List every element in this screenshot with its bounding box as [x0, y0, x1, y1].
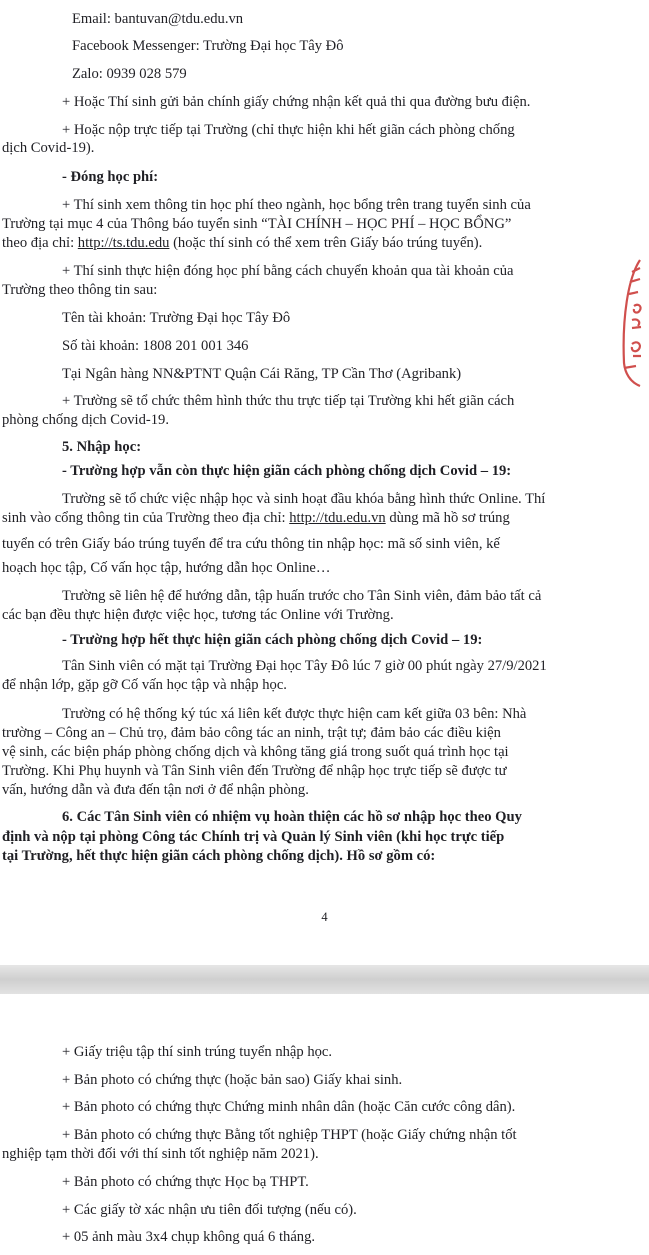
- line-text: Facebook Messenger: Trường Đại học Tây Đô: [72, 38, 344, 54]
- line-text: tuyển có trên Giấy báo trúng tuyển để tra cứu thông tin nhập học: mã số sinh viên, kế: [2, 536, 500, 552]
- page1-text-line: [62, 631, 482, 649]
- line-text: Tân Sinh viên có mặt tại Trường Đại học Tây Đô lúc 7 giờ 00 phút ngày 27/9/2021: [62, 658, 547, 674]
- line-text: + Thí sinh xem thông tin học phí theo ngành, học bổng trên trang tuyển sinh của: [62, 197, 531, 213]
- line-text: + Trường sẽ tổ chức thêm hình thức thu trực tiếp tại Trường khi hết giãn cách: [62, 393, 515, 409]
- page1-text-line: [2, 139, 94, 157]
- page1-text-line: [2, 762, 507, 780]
- line-text: Trường có hệ thống ký túc xá liên kết được thực hiện cam kết giữa 03 bên: Nhà: [62, 706, 527, 722]
- page2-text-line: [62, 1071, 402, 1089]
- line-text: Zalo: 0939 028 579: [72, 66, 187, 82]
- line-text: + Thí sinh thực hiện đóng học phí bằng cách chuyển khoản qua tài khoản của: [62, 263, 514, 279]
- page1-text-line: [2, 781, 309, 799]
- line-text: Trường sẽ liên hệ để hướng dẫn, tập huấn trước cho Tân Sinh viên, đảm bảo tất cả: [62, 588, 542, 604]
- line-text: Trường sẽ tổ chức việc nhập học và sinh hoạt đầu khóa bằng hình thức Online. Thí: [62, 491, 546, 507]
- page1-text-line: [62, 365, 461, 383]
- page2-text-line: [62, 1173, 309, 1191]
- line-text: - Đóng học phí:: [62, 169, 159, 185]
- page1-text-line: [62, 121, 515, 139]
- line-text: Tại Ngân hàng NN&PTNT Quận Cái Răng, TP Cần Thơ (Agribank): [62, 366, 462, 382]
- page1-text-line: [2, 281, 157, 299]
- line-text: + Các giấy tờ xác nhận ưu tiên đối tượng (nếu có).: [62, 1202, 357, 1218]
- page2-text-line: [62, 1043, 332, 1061]
- page2-text-line: [62, 1126, 517, 1144]
- line-text: + Bản photo có chứng thực Chứng minh nhân dân (hoặc Căn cước công dân).: [62, 1099, 516, 1115]
- page1-text-line: [62, 309, 290, 327]
- page1-text-line: [2, 828, 504, 846]
- line-text: vệ sinh, các biện pháp phòng chống dịch và không tăng giá trong suốt quá trình học tại: [2, 744, 509, 760]
- line-text: trường – Công an – Chủ trọ, đảm bảo công tác an ninh, trật tự; đảm bảo các điều kiện: [2, 725, 501, 741]
- line-text: Số tài khoản: 1808 201 001 346: [62, 338, 249, 354]
- page1-text-line: [62, 490, 545, 508]
- line-text: + Bản photo có chứng thực Bằng tốt nghiệp THPT (hoặc Giấy chứng nhận tốt: [62, 1127, 517, 1143]
- page1-text-line: [62, 657, 547, 675]
- page1-text-line: [62, 808, 522, 826]
- line-text: Trường theo thông tin sau:: [2, 282, 158, 298]
- page1-text-line: [2, 724, 501, 742]
- page2-text-line: [62, 1098, 515, 1116]
- line-text: Tên tài khoản: Trường Đại học Tây Đô: [62, 310, 291, 326]
- line-text: + Hoặc Thí sinh gửi bản chính giấy chứng nhận kết quả thi qua đường bưu điện.: [62, 94, 531, 110]
- line-text: dịch Covid-19).: [2, 140, 95, 156]
- page1-text-line: [2, 509, 510, 527]
- page1-text-line: [62, 337, 248, 355]
- page1-text-line: [2, 606, 394, 624]
- line-text: + Giấy triệu tập thí sinh trúng tuyển nhập học.: [62, 1044, 333, 1060]
- page1-text-line: [62, 196, 531, 214]
- red-stamp-fragment-icon: [610, 258, 649, 388]
- line-text: định và nộp tại phòng Công tác Chính trị và Quản lý Sinh viên (khi học trực tiếp: [2, 829, 505, 845]
- page1-text-line: [2, 847, 435, 865]
- line-text-continued: dùng mã hồ sơ trúng: [385, 510, 510, 526]
- page1-text-line: [62, 462, 511, 480]
- page1-text-line: [2, 676, 287, 694]
- line-text-continued: (hoặc thí sinh có thể xem trên Giấy báo trúng tuyển).: [169, 235, 483, 251]
- line-text: Trường. Khi Phụ huynh và Tân Sinh viên đến Trường để nhập học trực tiếp sẽ được tư: [2, 763, 507, 779]
- line-text: + Bản photo có chứng thực (hoặc bản sao) Giấy khai sinh.: [62, 1072, 403, 1088]
- page1-text-line: [62, 168, 158, 186]
- page1-text-line: [2, 234, 482, 252]
- page1-text-line: [2, 559, 331, 577]
- url-link[interactable]: http://tdu.edu.vn: [289, 510, 386, 526]
- page1-text-line: [62, 392, 514, 410]
- page2-text-line: [62, 1228, 315, 1246]
- page1-text-line: [72, 10, 243, 28]
- line-text: - Trường hợp vẫn còn thực hiện giãn cách phòng chống dịch Covid – 19:: [62, 463, 512, 479]
- page1-text-line: [72, 37, 344, 55]
- page-number: 4: [321, 910, 328, 924]
- page1-text-line: [72, 65, 187, 83]
- page1-text-line: [2, 215, 511, 233]
- page1-text-line: [62, 438, 141, 456]
- line-text: 6. Các Tân Sinh viên có nhiệm vụ hoàn thiện các hồ sơ nhập học theo Quy: [62, 809, 522, 825]
- line-text: vấn, hướng dẫn và đưa đến tận nơi ở để nhận phòng.: [2, 782, 309, 798]
- line-text: sinh vào cổng thông tin của Trường theo địa chỉ:: [2, 510, 290, 526]
- line-text: tại Trường, hết thực hiện giãn cách phòng chống dịch). Hồ sơ gồm có:: [2, 848, 436, 864]
- line-text: các bạn đều thực hiện được việc học, tương tác Online với Trường.: [2, 607, 394, 623]
- page1-text-line: [62, 262, 514, 280]
- line-text: để nhận lớp, gặp gỡ Cố vấn học tập và nhập học.: [2, 677, 287, 693]
- page1-text-line: [62, 93, 530, 111]
- line-text: 5. Nhập học:: [62, 439, 142, 455]
- url-link[interactable]: http://ts.tdu.edu: [77, 235, 170, 251]
- line-text: nghiệp tạm thời đối với thí sinh tốt nghiệp năm 2021).: [2, 1146, 319, 1162]
- page1-text-line: [62, 705, 526, 723]
- page-gap: [0, 965, 649, 994]
- line-text: + Hoặc nộp trực tiếp tại Trường (chỉ thực hiện khi hết giãn cách phòng chống: [62, 122, 515, 138]
- line-text: - Trường hợp hết thực hiện giãn cách phòng chống dịch Covid – 19:: [62, 632, 483, 648]
- page1-text-line: [2, 411, 169, 429]
- line-text: phòng chống dịch Covid-19.: [2, 412, 170, 428]
- page2-text-line: [62, 1201, 357, 1219]
- page1-text-line: [2, 743, 509, 761]
- line-text: theo địa chỉ:: [2, 235, 78, 251]
- line-text: Trường tại mục 4 của Thông báo tuyển sinh “TÀI CHÍNH – HỌC PHÍ – HỌC BỔNG”: [2, 216, 512, 232]
- line-text: + Bản photo có chứng thực Học bạ THPT.: [62, 1174, 309, 1190]
- line-text: Email: bantuvan@tdu.edu.vn: [72, 11, 244, 27]
- page1-text-line: [2, 535, 500, 553]
- line-text: + 05 ảnh màu 3x4 chụp không quá 6 tháng.: [62, 1229, 316, 1245]
- line-text: hoạch học tập, Cố vấn học tập, hướng dẫn học Online…: [2, 560, 331, 576]
- page2-text-line: [2, 1145, 319, 1163]
- page1-text-line: [62, 587, 541, 605]
